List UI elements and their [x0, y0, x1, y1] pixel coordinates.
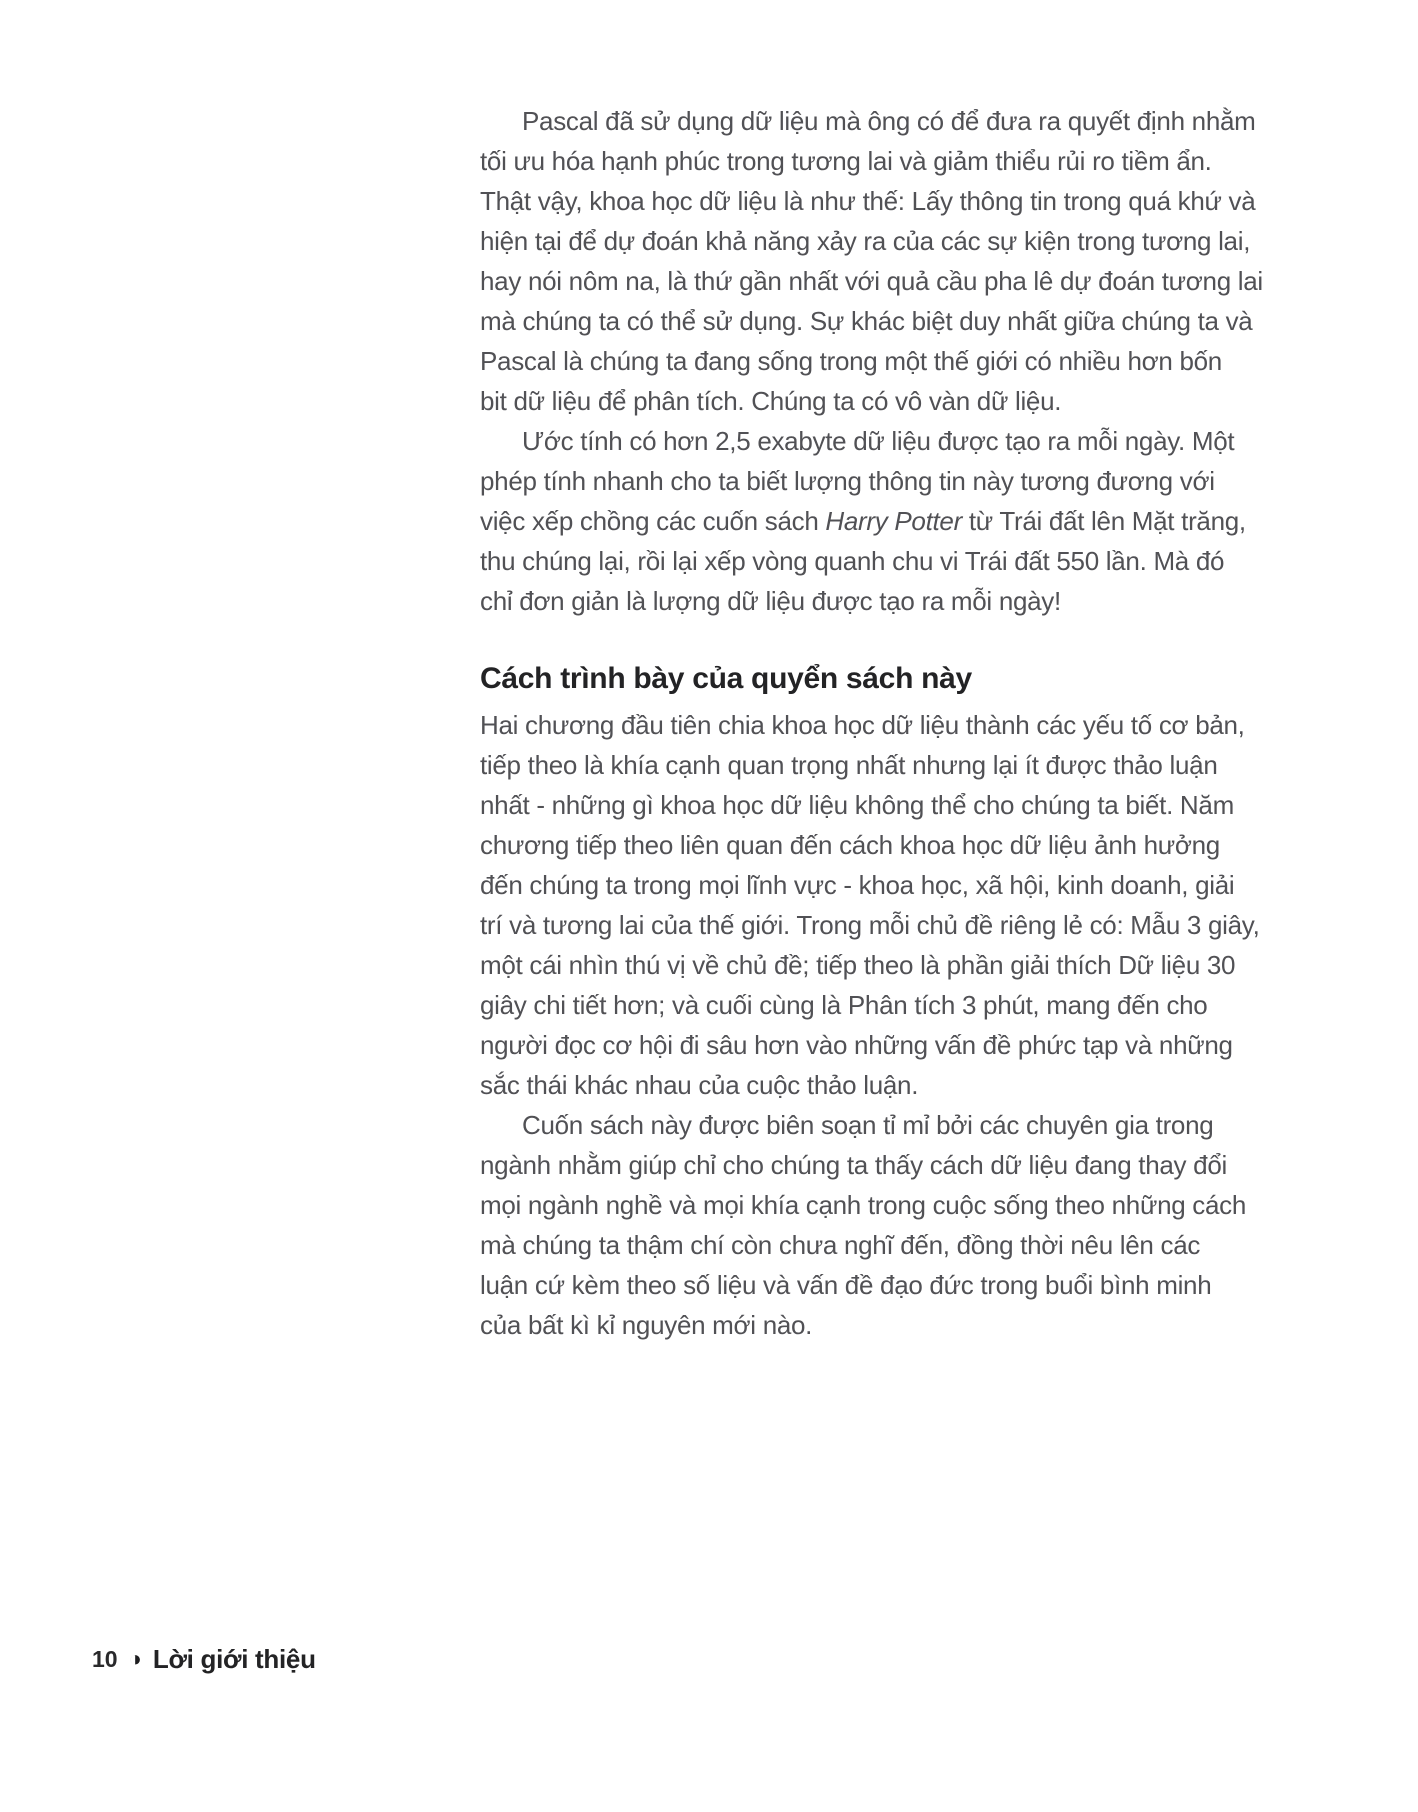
section-heading: Cách trình bày của quyển sách này	[480, 662, 972, 695]
page-number: 10	[92, 1646, 118, 1672]
page-footer	[92, 1641, 316, 1677]
paragraph-book-structure: Hai chương đầu tiên chia khoa học dữ liệu thành các yếu tố cơ bản, tiếp theo là khía cạnh quan trọng nhất nhưng lại ít được thảo luận nhất - những gì khoa học dữ liệu không thể cho chúng ta biết. Năm chương tiếp theo liên quan đến cách khoa học dữ liệu ảnh hưởng đến chúng ta trong mọi lĩnh vực - khoa học, xã hội, kinh doanh, giải trí và tương lai của thế giới. Trong mỗi chủ đề riêng lẻ có: Mẫu 3 giây, một cái nhìn thú vị về chủ đề; tiếp theo là phần giải thích Dữ liệu 30 giây chi tiết hơn; và cuối cùng là Phân tích 3 phút, mang đến cho người đọc cơ hội đi sâu hơn vào những vấn đề phức tạp và những sắc thái khác nhau của cuộc thảo luận.	[480, 710, 1260, 1100]
paragraph-expert-authors: Cuốn sách này được biên soạn tỉ mỉ bởi các chuyên gia trong ngành nhằm giúp chỉ cho chúng ta thấy cách dữ liệu đang thay đổi mọi ngành nghề và mọi khía cạnh trong cuộc sống theo những cách mà chúng ta thậm chí còn chưa nghĩ đến, đồng thời nêu lên các luận cứ kèm theo số liệu và vấn đề đạo đức trong buổi bình minh của bất kì kỉ nguyên mới nào.	[480, 1110, 1247, 1340]
footer-section-title: Lời giới thiệu	[152, 1644, 316, 1674]
text-column	[480, 101, 1340, 1345]
half-filled-circle-icon: ◑	[128, 1646, 142, 1671]
paragraph-pascal-data: Pascal đã sử dụng dữ liệu mà ông có để đưa ra quyết định nhằm tối ưu hóa hạnh phúc trong tương lai và giảm thiểu rủi ro tiềm ẩn. Thật vậy, khoa học dữ liệu là như thế: Lấy thông tin trong quá khứ và hiện tại để dự đoán khả năng xảy ra của các sự kiện trong tương lai, hay nói nôm na, là thứ gần nhất với quả cầu pha lê dự đoán tương lai mà chúng ta có thể sử dụng. Sự khác biệt duy nhất giữa chúng ta và Pascal là chúng ta đang sống trong một thế giới có nhiều hơn bốn bit dữ liệu để phân tích. Chúng ta có vô vàn dữ liệu.	[480, 106, 1263, 416]
paragraph-exabyte-estimate: Ước tính có hơn 2,5 exabyte dữ liệu được tạo ra mỗi ngày. Một phép tính nhanh cho ta biết lượng thông tin này tương đương với việc xếp chồng các cuốn sách Harry Potter từ Trái đất lên Mặt trăng, thu chúng lại, rồi lại xếp vòng quanh chu vi Trái đất 550 lần. Mà đó chỉ đơn giản là lượng dữ liệu được tạo ra mỗi ngày!	[480, 426, 1246, 616]
